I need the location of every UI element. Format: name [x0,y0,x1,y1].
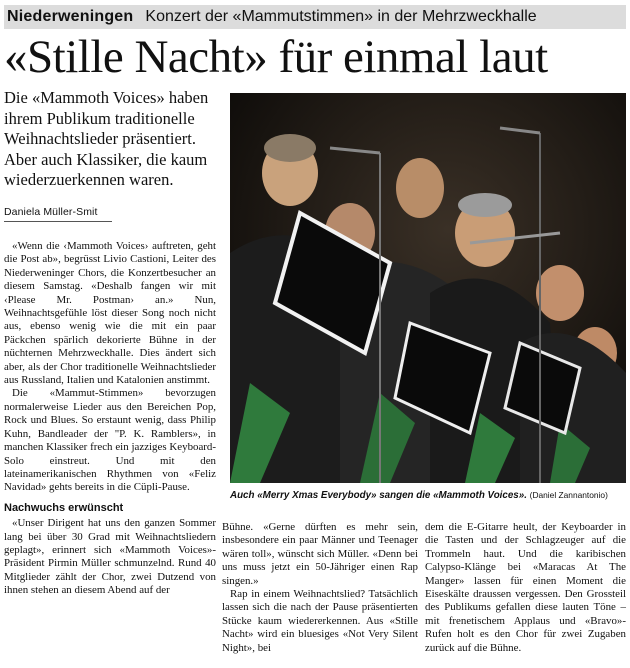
article-column-1 [4,240,216,598]
author-byline: Daniela Müller-Smit [4,206,98,218]
article-column-2 [222,521,418,655]
headline: «Stille Nacht» für einmal laut [4,31,548,83]
article-paragraph: Die «Mammut-Stimmen» bevorzugen normalerweise Lieder aus den Bereichen Pop, Rock und Blues. So erstaunt wenig, dass Philip Kuhn, Bandleader der "P. K. Ramblers», in manchen Klassiker frech ein jazziges Keyboard-Solo einstreut. Und mit den lateinamerikanischen Rhythmen von «Feliz Navidad» gehts bereits in die Cüpli-Pause. [4,387,216,494]
article-column-3 [425,521,626,655]
subhead: Nachwuchs erwünscht [4,501,124,514]
kicker-place: Niederweningen [7,8,134,25]
author-rule [4,221,112,222]
article-paragraph: Bühne. «Gerne dürften es mehr sein, insbesondere ein paar Männer und Teenager wären toll», wünscht sich Müller. «Denn bei uns muss jetzt ein 50-Jähriger einen Rap singen.» [222,521,418,587]
kicker-bar [4,5,626,29]
article-paragraph: «Unser Dirigent hat uns den ganzen Sommer lang bei über 30 Grad mit Weihnachtsliedern geplagt», erinnert sich «Mammoth Voices»-Präsident Pirmin Müller schmunzelnd. Rund 40 Mitglieder zählt der Chor, zwei Dutzend von ihnen stehen an diesem Abend auf der [4,517,216,597]
choir-photo [230,93,626,483]
article-paragraph: «Wenn die ‹Mammoth Voices› auftreten, geht die Post ab», begrüsst Livio Castioni, Leiter des Niederweninger Chors, die Konzertbesucher an diesem Samstag. «Deshalb fangen wir mit ‹Please Mr. Postman› an.» Nun, Weihnachtsgefühle löst dieser Song noch nicht aus, ebenso wenig wie die mit ein paar Päckchen spärlich dekorierte Bühne in der nüchternen Mehrzweckhalle. Dies ändert sich aber, als der Chor traditionelle Weihnachtslieder aus Russland, Italien und Katalonien anstimmt. [4,240,216,387]
lead-text: Die «Mammoth Voices» haben ihrem Publikum traditionelle Weihnachtslieder präsentiert. Aber auch Klassiker, die kaum wiederzuerkennen waren. [4,88,209,189]
caption-text: Auch «Merry Xmas Everybody» sangen die «Mammoth Voices». [230,490,527,501]
photo-caption [230,490,626,501]
article-paragraph: dem die E-Gitarre heult, der Keyboarder in die Tasten und der Schlagzeuger auf die Trommeln haut. Und die karibischen Calypso-Klänge bei «Maracas At The Manger» lassen für einen Moment die Eiseskälte draussen vergessen. Den Grossteil des Publikums gefallen diese lauten Töne – mit frenetischem Applaus und «Bravo»-Rufen holt es den Chor für zwei Zugaben zurück auf die Bühne. [425,521,626,654]
photo-credit: (Daniel Zannantonio) [529,490,608,500]
article-paragraph: Rap in einem Weihnachtslied? Tatsächlich lassen sich die nach der Pause präsentierten Stücke kaum wiedererkennen. Aus «Stille Nacht» wird ein bluesiges «Not Very Silent Night», bei [222,588,418,654]
kicker-topic: Konzert der «Mammutstimmen» in der Mehrzweckhalle [145,8,537,25]
choir-photo-icon [230,93,626,483]
